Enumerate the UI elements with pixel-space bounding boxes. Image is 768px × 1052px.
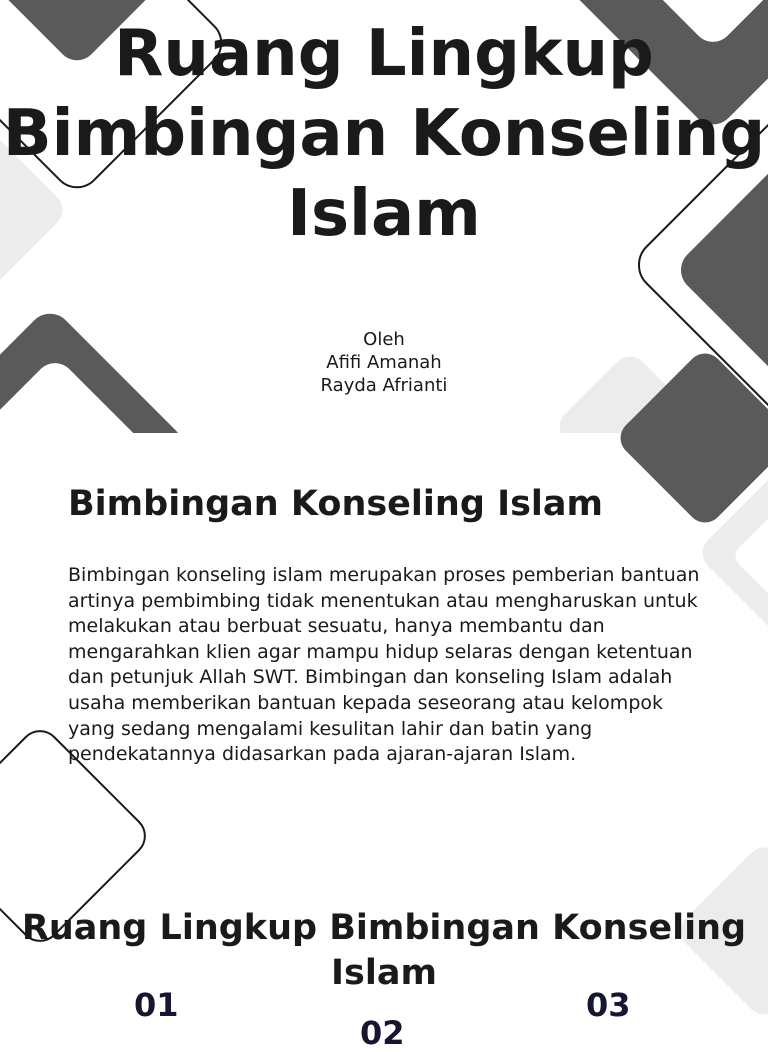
byline-prefix: Oleh bbox=[363, 329, 405, 350]
definition-paragraph: Bimbingan konseling islam merupakan proses pemberian bantuan artinya pembimbing tidak menentukan atau mengharuskan untuk melakukan atau berbuat sesuatu, hanya membantu dan mengarahkan klien agar mampu hidup selaras dengan ketentuan dan petunjuk Allah SWT. Bimbingan dan konseling Islam adalah usaha memberikan bantuan kepada seseorang atau kelompok yang sedang mengalami kesulitan lahir dan batin yang pendekatannya didasarkan pada ajaran-ajaran Islam. bbox=[68, 564, 700, 766]
section-title: Bimbingan Konseling Islam bbox=[68, 484, 604, 524]
item-number: 02 bbox=[360, 1014, 405, 1052]
item-number: 03 bbox=[586, 986, 631, 1024]
author-name: Rayda Afrianti bbox=[320, 375, 448, 396]
slide-title bbox=[0, 0, 768, 433]
byline bbox=[0, 328, 768, 397]
author-name: Afifi Amanah bbox=[326, 352, 442, 373]
slide-definition bbox=[0, 433, 768, 866]
presentation-title: Ruang Lingkup Bimbingan Konseling Islam bbox=[2, 17, 766, 251]
section-title: Ruang Lingkup Bimbingan Konseling Islam bbox=[21, 908, 747, 993]
slide-scope bbox=[0, 866, 768, 1052]
item-number: 01 bbox=[134, 986, 179, 1024]
